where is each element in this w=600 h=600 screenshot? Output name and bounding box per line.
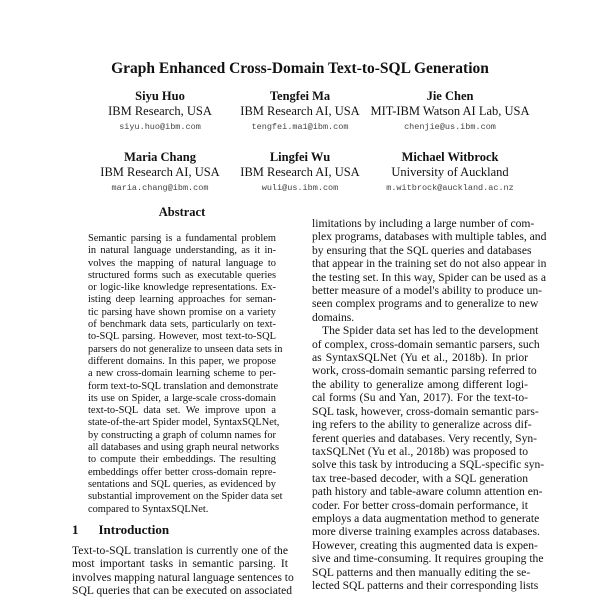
- text-line: most important tasks in semantic parsing. It: [72, 557, 288, 571]
- text-line: SQL task, however, cross-domain semantic pars-: [312, 404, 539, 418]
- text-line: ing refers to the ability to generalize across dif-: [312, 418, 532, 432]
- text-line: embeddings offer better cross-domain repre-: [88, 466, 276, 478]
- text-line: of benchmark data sets, particularly on text-: [88, 319, 276, 331]
- text-line: isting deep learning approaches for seman-: [88, 294, 276, 306]
- text-line: path history and table-aware column attention en-: [312, 485, 543, 499]
- right-column-body: [312, 217, 547, 592]
- author-name: Tengfei Ma: [269, 89, 331, 103]
- text-line: employs a data augmentation method to generate: [312, 511, 540, 525]
- text-line: tic parsing have shown promise on a variety: [88, 306, 276, 318]
- author-name: Siyu Huo: [135, 89, 185, 103]
- text-line: Text-to-SQL translation is currently one of the: [72, 544, 288, 557]
- text-line: solve this task by introducing a SQL-specific syn-: [312, 458, 545, 472]
- author-name: Michael Witbrock: [401, 150, 499, 164]
- text-line: the testing set. In this way, Spider can be used as a: [312, 270, 546, 284]
- text-line: However, creating this augmented data is expen-: [312, 538, 538, 552]
- text-line: state-of-the-art Spider model, SyntaxSQLNet,: [88, 417, 280, 429]
- text-line: limitations by including a large number of com-: [312, 217, 535, 230]
- text-line: compared to SyntaxSQLNet.: [88, 503, 209, 515]
- text-line: to compute their embeddings. The resulting: [88, 454, 276, 466]
- text-line: in natural language understanding, as it in-: [88, 245, 276, 257]
- author-block: [350, 89, 550, 135]
- text-line: the ability to generalize among different logi-: [312, 377, 528, 391]
- text-line: different domains. In this paper, we propose: [88, 355, 276, 367]
- text-line: sive and time-consuming. It requires grouping the: [312, 552, 544, 566]
- text-line: coder. For better cross-domain performance, it: [312, 498, 528, 512]
- author-email: siyu.huo@ibm.com: [119, 122, 201, 132]
- author-affiliation: IBM Research AI, USA: [100, 165, 220, 179]
- text-line: Semantic parsing is a fundamental problem: [88, 233, 276, 244]
- author-affiliation: IBM Research AI, USA: [240, 165, 360, 179]
- text-line: volves the mapping of natural language to: [88, 257, 276, 269]
- text-line: plex programs, databases with multiple tables, and: [312, 230, 547, 244]
- text-line: substantial improvement on the Spider data set: [88, 491, 283, 503]
- section-number: 1: [72, 522, 79, 537]
- text-line: ferent queries and databases. Very recently, Syn-: [312, 431, 538, 445]
- author-affiliation: University of Auckland: [391, 165, 509, 179]
- text-line: cal forms (Su and Yan, 2017). For the text-to-: [312, 391, 528, 405]
- text-line: sentations and SQL queries, as evidenced by: [88, 478, 276, 490]
- paper-title: Graph Enhanced Cross-Domain Text-to-SQL Generation: [111, 60, 489, 77]
- text-line: lected SQL patterns and their corresponding lists: [312, 578, 539, 592]
- text-line: a new cross-domain learning scheme to per-: [88, 368, 276, 380]
- text-line: seen complex programs and to generalize to new: [312, 297, 539, 311]
- author-email: maria.chang@ibm.com: [111, 183, 209, 193]
- abstract-body: [88, 233, 283, 516]
- text-line: involves mapping natural language sentences to: [72, 570, 294, 584]
- author-email: chenjie@us.ibm.com: [404, 122, 496, 132]
- text-line: of complex, cross-domain semantic parsers, such: [312, 337, 540, 351]
- text-line: as SyntaxSQLNet (Yu et al., 2018b). In prior: [312, 351, 528, 365]
- abstract-heading: Abstract: [158, 205, 206, 219]
- text-line: text-to-SQL data set. We improve upon a: [88, 405, 276, 417]
- intro-body: [72, 544, 294, 598]
- author-block: [350, 150, 550, 196]
- text-line: that appear in the training set do not also appear in: [312, 257, 547, 271]
- section-title: Introduction: [98, 522, 170, 537]
- text-line: parsers do not generalize to unseen data sets in: [88, 343, 283, 355]
- text-line: domains.: [312, 310, 355, 324]
- text-line: work, cross-domain semantic parsing referred to: [312, 364, 537, 378]
- text-line: more diverse training examples across databases.: [312, 525, 540, 539]
- text-line: SQL queries that can be executed on associated: [72, 584, 293, 598]
- author-email: tengfei.ma1@ibm.com: [251, 122, 349, 132]
- text-line: to-SQL parsing. However, most text-to-SQL: [88, 331, 276, 343]
- author-affiliation: MIT-IBM Watson AI Lab, USA: [370, 104, 530, 118]
- author-affiliation: IBM Research AI, USA: [240, 104, 360, 118]
- section-heading: [72, 522, 189, 538]
- text-line: its use on Spider, a large-scale cross-domain: [88, 392, 276, 404]
- text-line: structured forms such as executable queries: [88, 269, 276, 281]
- text-line: The Spider data set has led to the development: [322, 324, 539, 338]
- text-line: better measure of a model's ability to produce un-: [312, 284, 543, 298]
- author-name: Lingfei Wu: [269, 150, 331, 164]
- author-email: wuli@us.ibm.com: [261, 183, 339, 193]
- text-line: or logic-like knowledge representations. Ex-: [88, 282, 276, 294]
- text-line: form text-to-SQL translation and demonstrate: [88, 380, 279, 392]
- author-affiliation: IBM Research, USA: [108, 104, 212, 118]
- text-line: by ensuring that the SQL queries and databases: [312, 243, 532, 257]
- author-email: m.witbrock@auckland.ac.nz: [386, 183, 514, 193]
- author-name: Maria Chang: [124, 150, 196, 164]
- author-name: Jie Chen: [426, 89, 474, 103]
- text-line: taxSQLNet (Yu et al., 2018b) was proposed to: [312, 444, 528, 458]
- text-line: SQL patterns and then manually editing the se-: [312, 565, 531, 579]
- text-line: all databases and using graph neural networks: [88, 442, 280, 454]
- text-line: by constructing a graph of column names for: [88, 429, 276, 441]
- text-line: tax tree-based decoder, with a SQL generation: [312, 471, 528, 485]
